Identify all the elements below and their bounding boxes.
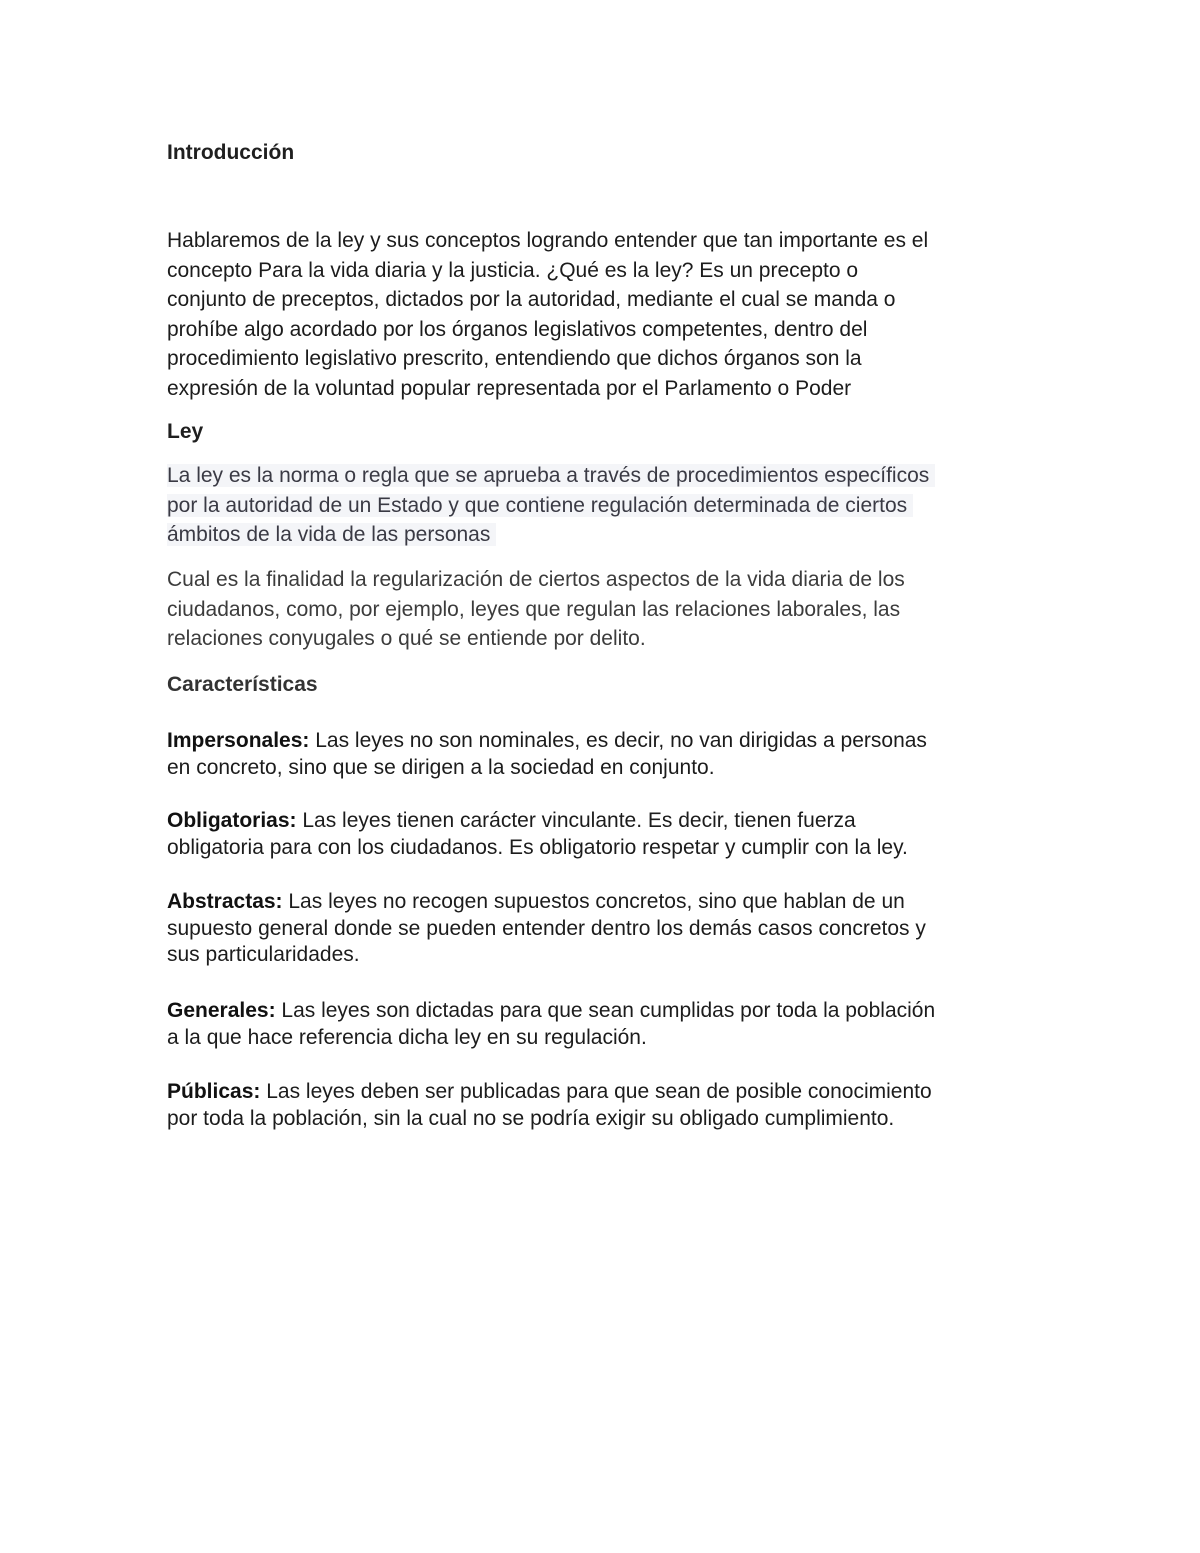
intro-line: conjunto de preceptos, dictados por la autoridad, mediante el cual se manda o xyxy=(167,288,896,311)
intro-line: expresión de la voluntad popular representada por el Parlamento o Poder xyxy=(167,376,852,400)
ley-definition-line: ámbitos de la vida de las personas xyxy=(167,523,496,546)
caracteristicas-heading: Características xyxy=(167,673,318,696)
caracteristica-term: Generales: xyxy=(167,999,276,1022)
ley-purpose-line: ciudadanos, como, por ejemplo, leyes que regulan las relaciones laborales, las xyxy=(167,597,901,621)
intro-line: Hablaremos de la ley y sus conceptos logrando entender que tan importante es el xyxy=(167,229,929,252)
caracteristica-text: sus particularidades. xyxy=(167,943,360,966)
caracteristica-text: Las leyes no recogen supuestos concretos, sino que hablan de un xyxy=(282,890,905,913)
ley-definition-paragraph xyxy=(167,461,1037,550)
caracteristica-text: a la que hace referencia dicha ley en su regulación. xyxy=(167,1025,647,1049)
ley-definition-line: por la autoridad de un Estado y que contiene regulación determinada de ciertos xyxy=(167,494,913,517)
caracteristica-item-generales xyxy=(167,998,1037,1051)
caracteristica-text: obligatoria para con los ciudadanos. Es obligatorio respetar y cumplir con la ley. xyxy=(167,835,908,859)
caracteristica-text: por toda la población, sin la cual no se podría exigir su obligado cumplimiento. xyxy=(167,1106,895,1130)
ley-heading: Ley xyxy=(167,420,204,443)
caracteristica-text: Las leyes no son nominales, es decir, no van dirigidas a personas xyxy=(309,729,927,752)
caracteristica-item-publicas xyxy=(167,1079,1037,1132)
caracteristica-text: en concreto, sino que se dirigen a la sociedad en conjunto. xyxy=(167,755,715,779)
caracteristica-item-obligatorias xyxy=(167,808,1037,861)
intro-line: concepto Para la vida diaria y la justicia. ¿Qué es la ley? Es un precepto o xyxy=(167,258,859,282)
caracteristica-text: Las leyes son dictadas para que sean cumplidas por toda la población xyxy=(275,999,936,1022)
caracteristica-text: supuesto general donde se pueden entender dentro los demás casos concretos y xyxy=(167,916,926,940)
caracteristica-item-abstractas xyxy=(167,889,1037,969)
ley-purpose-line: relaciones conyugales o qué se entiende por delito. xyxy=(167,627,646,650)
caracteristica-text: Las leyes deben ser publicadas para que sean de posible conocimiento xyxy=(260,1080,932,1103)
intro-line: prohíbe algo acordado por los órganos legislativos competentes, dentro del xyxy=(167,317,868,341)
caracteristica-term: Abstractas: xyxy=(167,890,283,913)
intro-paragraph xyxy=(167,226,1037,403)
ley-definition-line: La ley es la norma o regla que se aprueba a través de procedimientos específicos xyxy=(167,464,935,487)
caracteristica-term: Públicas: xyxy=(167,1080,261,1103)
ley-purpose-paragraph xyxy=(167,565,1037,654)
caracteristica-item-impersonales xyxy=(167,728,1037,781)
ley-purpose-line: Cual es la finalidad la regularización de ciertos aspectos de la vida diaria de los xyxy=(167,568,905,591)
caracteristica-term: Impersonales: xyxy=(167,729,310,752)
intro-heading: Introducción xyxy=(167,141,295,164)
caracteristica-text: Las leyes tienen carácter vinculante. Es decir, tienen fuerza xyxy=(296,809,856,832)
intro-line: procedimiento legislativo prescrito, entendiendo que dichos órganos son la xyxy=(167,347,862,370)
caracteristica-term: Obligatorias: xyxy=(167,809,297,832)
